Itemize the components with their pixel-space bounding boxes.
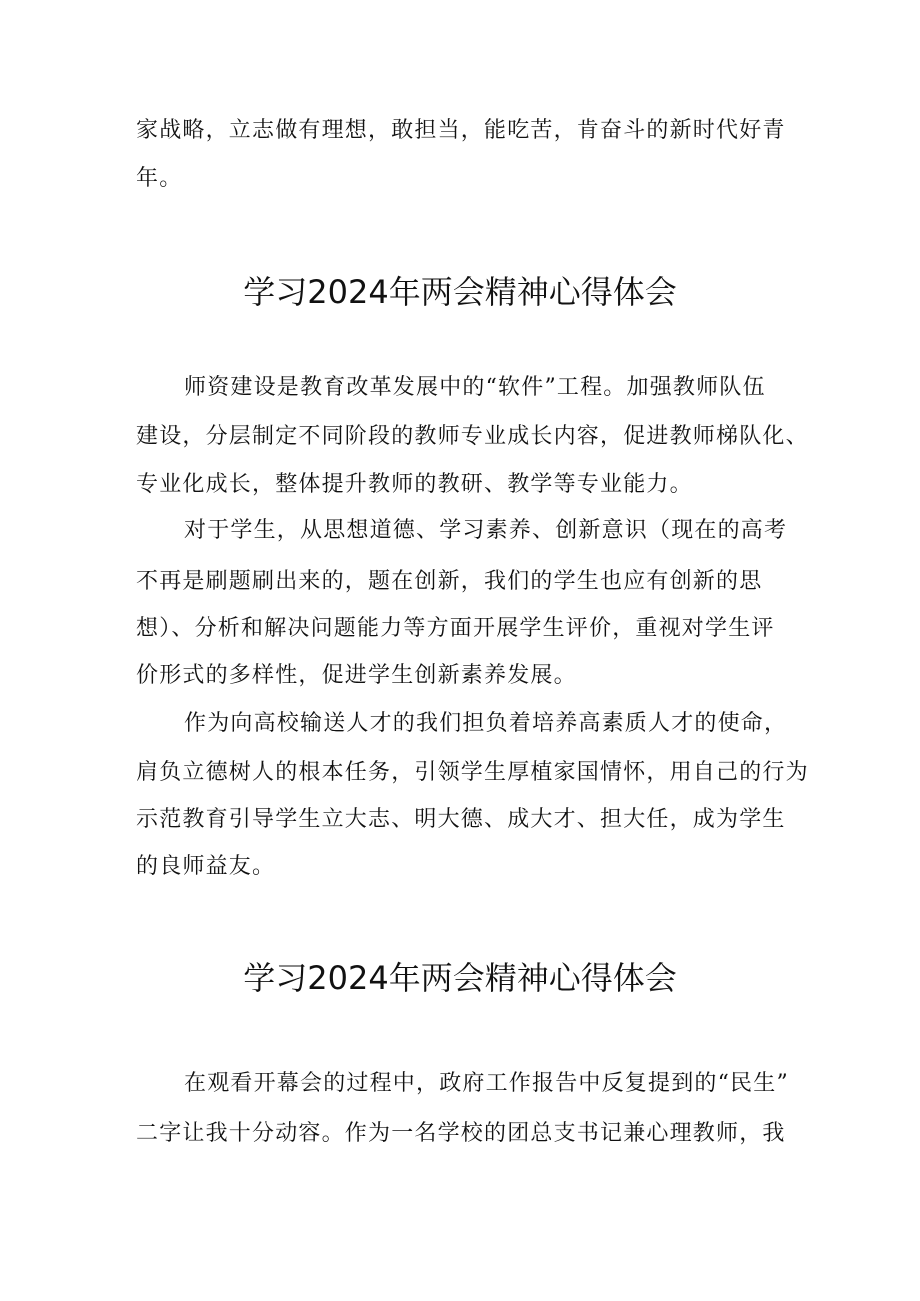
paragraph-line: 建设，分层制定不同阶段的教师专业成长内容，促进教师梯队化、 (136, 424, 809, 449)
section-title: 学习2024年两会精神心得体会 (243, 273, 677, 311)
paragraph-line: 不再是刷题刷出来的，题在创新，我们的学生也应有创新的思 (136, 569, 763, 594)
paragraph-line: 肩负立德树人的根本任务，引领学生厚植家国情怀，用自己的行为 (136, 760, 809, 785)
paragraph-line: 师资建设是教育改革发展中的“软件”工程。加强教师队伍 (184, 375, 766, 400)
section-title: 学习2024年两会精神心得体会 (243, 959, 677, 997)
paragraph-line: 在观看开幕会的过程中，政府工作报告中反复提到的“民生” (184, 1071, 789, 1096)
paragraph-line: 示范教育引导学生立大志、明大德、成大才、担大任，成为学生 (136, 807, 786, 832)
paragraph-line: 年。 (136, 166, 183, 191)
paragraph-line: 二字让我十分动容。作为一名学校的团总支书记兼心理教师，我 (136, 1121, 786, 1146)
paragraph-line: 家战略，立志做有理想，敢担当，能吃苦，肯奋斗的新时代好青 (136, 118, 786, 143)
paragraph-line: 作为向高校输送人才的我们担负着培养高素质人才的使命， (184, 711, 788, 736)
paragraph-line: 的良师益友。 (136, 854, 276, 879)
paragraph-line: 价形式的多样性，促进学生创新素养发展。 (136, 663, 577, 688)
paragraph-line: 专业化成长，整体提升教师的教研、教学等专业能力。 (136, 472, 693, 497)
paragraph-line: 对于学生，从思想道德、学习素养、创新意识（现在的高考 (184, 518, 788, 543)
paragraph-line: 想）、分析和解决问题能力等方面开展学生评价，重视对学生评 (136, 616, 775, 641)
